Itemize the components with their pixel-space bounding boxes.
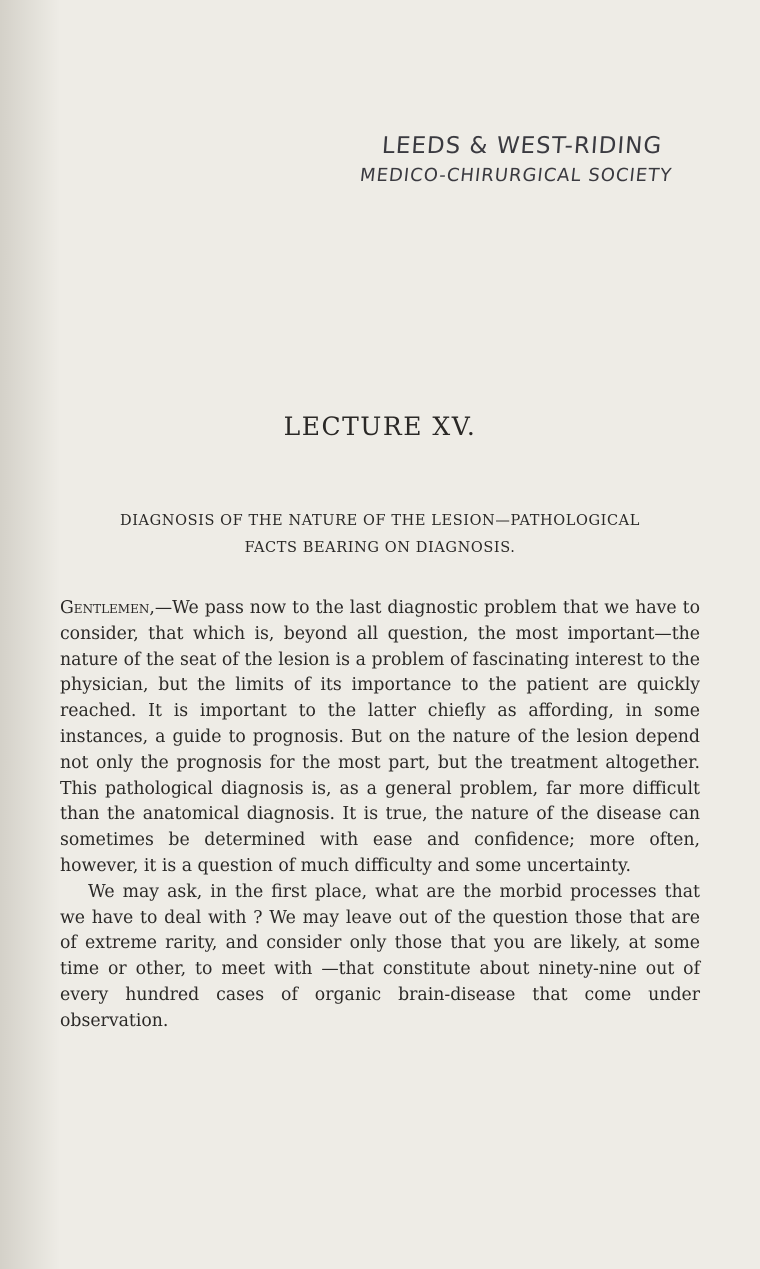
lecture-title: LECTURE XV. bbox=[283, 412, 477, 441]
page-edge-shadow bbox=[0, 0, 60, 1269]
paragraph-1 bbox=[60, 596, 700, 880]
subtitle-line-1: DIAGNOSIS OF THE NATURE OF THE LESION—PATHOLOGICAL bbox=[120, 513, 640, 529]
stamp-line-2: MEDICO-CHIRURGICAL SOCIETY bbox=[358, 165, 674, 186]
salutation: Gentlemen, bbox=[60, 598, 155, 618]
stamp-line-1: LEEDS & WEST-RIDING bbox=[381, 133, 664, 159]
paragraph-1-text: —We pass now to the last diagnostic problem that we have to consider, that which is, beyond all question, the most important—the nature of the seat of the lesion is a problem of fascinating interest to the physician, but the limits of its importance to the patient are quickly reached. It is important to the latter chiefly as affording, in some instances, a guide to prognosis. But on the nature of the lesion depend not only the prognosis for the most part, but the treatment altogether. This pathological diagnosis is, as a general problem, far more difficult than the anatomical diagnosis. It is true, the nature of the disease can sometimes be determined with ease and confidence; more often, however, it is a question of much difficulty and some uncertainty. bbox=[60, 598, 700, 876]
paragraph-2 bbox=[60, 880, 700, 1035]
body-text bbox=[60, 596, 700, 1035]
subtitle-line-2: FACTS BEARING ON DIAGNOSIS. bbox=[244, 540, 516, 556]
paragraph-2-text: We may ask, in the first place, what are the morbid processes that we have to deal with ? We may leave out of the question those that are of extreme rarity, and consider only those that you are likely, at some time or other, to meet with —that constitute about ninety-nine out of every hundred cases of organic brain-disease that come under observation. bbox=[60, 881, 700, 1031]
lecture-subtitle bbox=[0, 508, 760, 562]
library-stamp bbox=[360, 133, 720, 186]
